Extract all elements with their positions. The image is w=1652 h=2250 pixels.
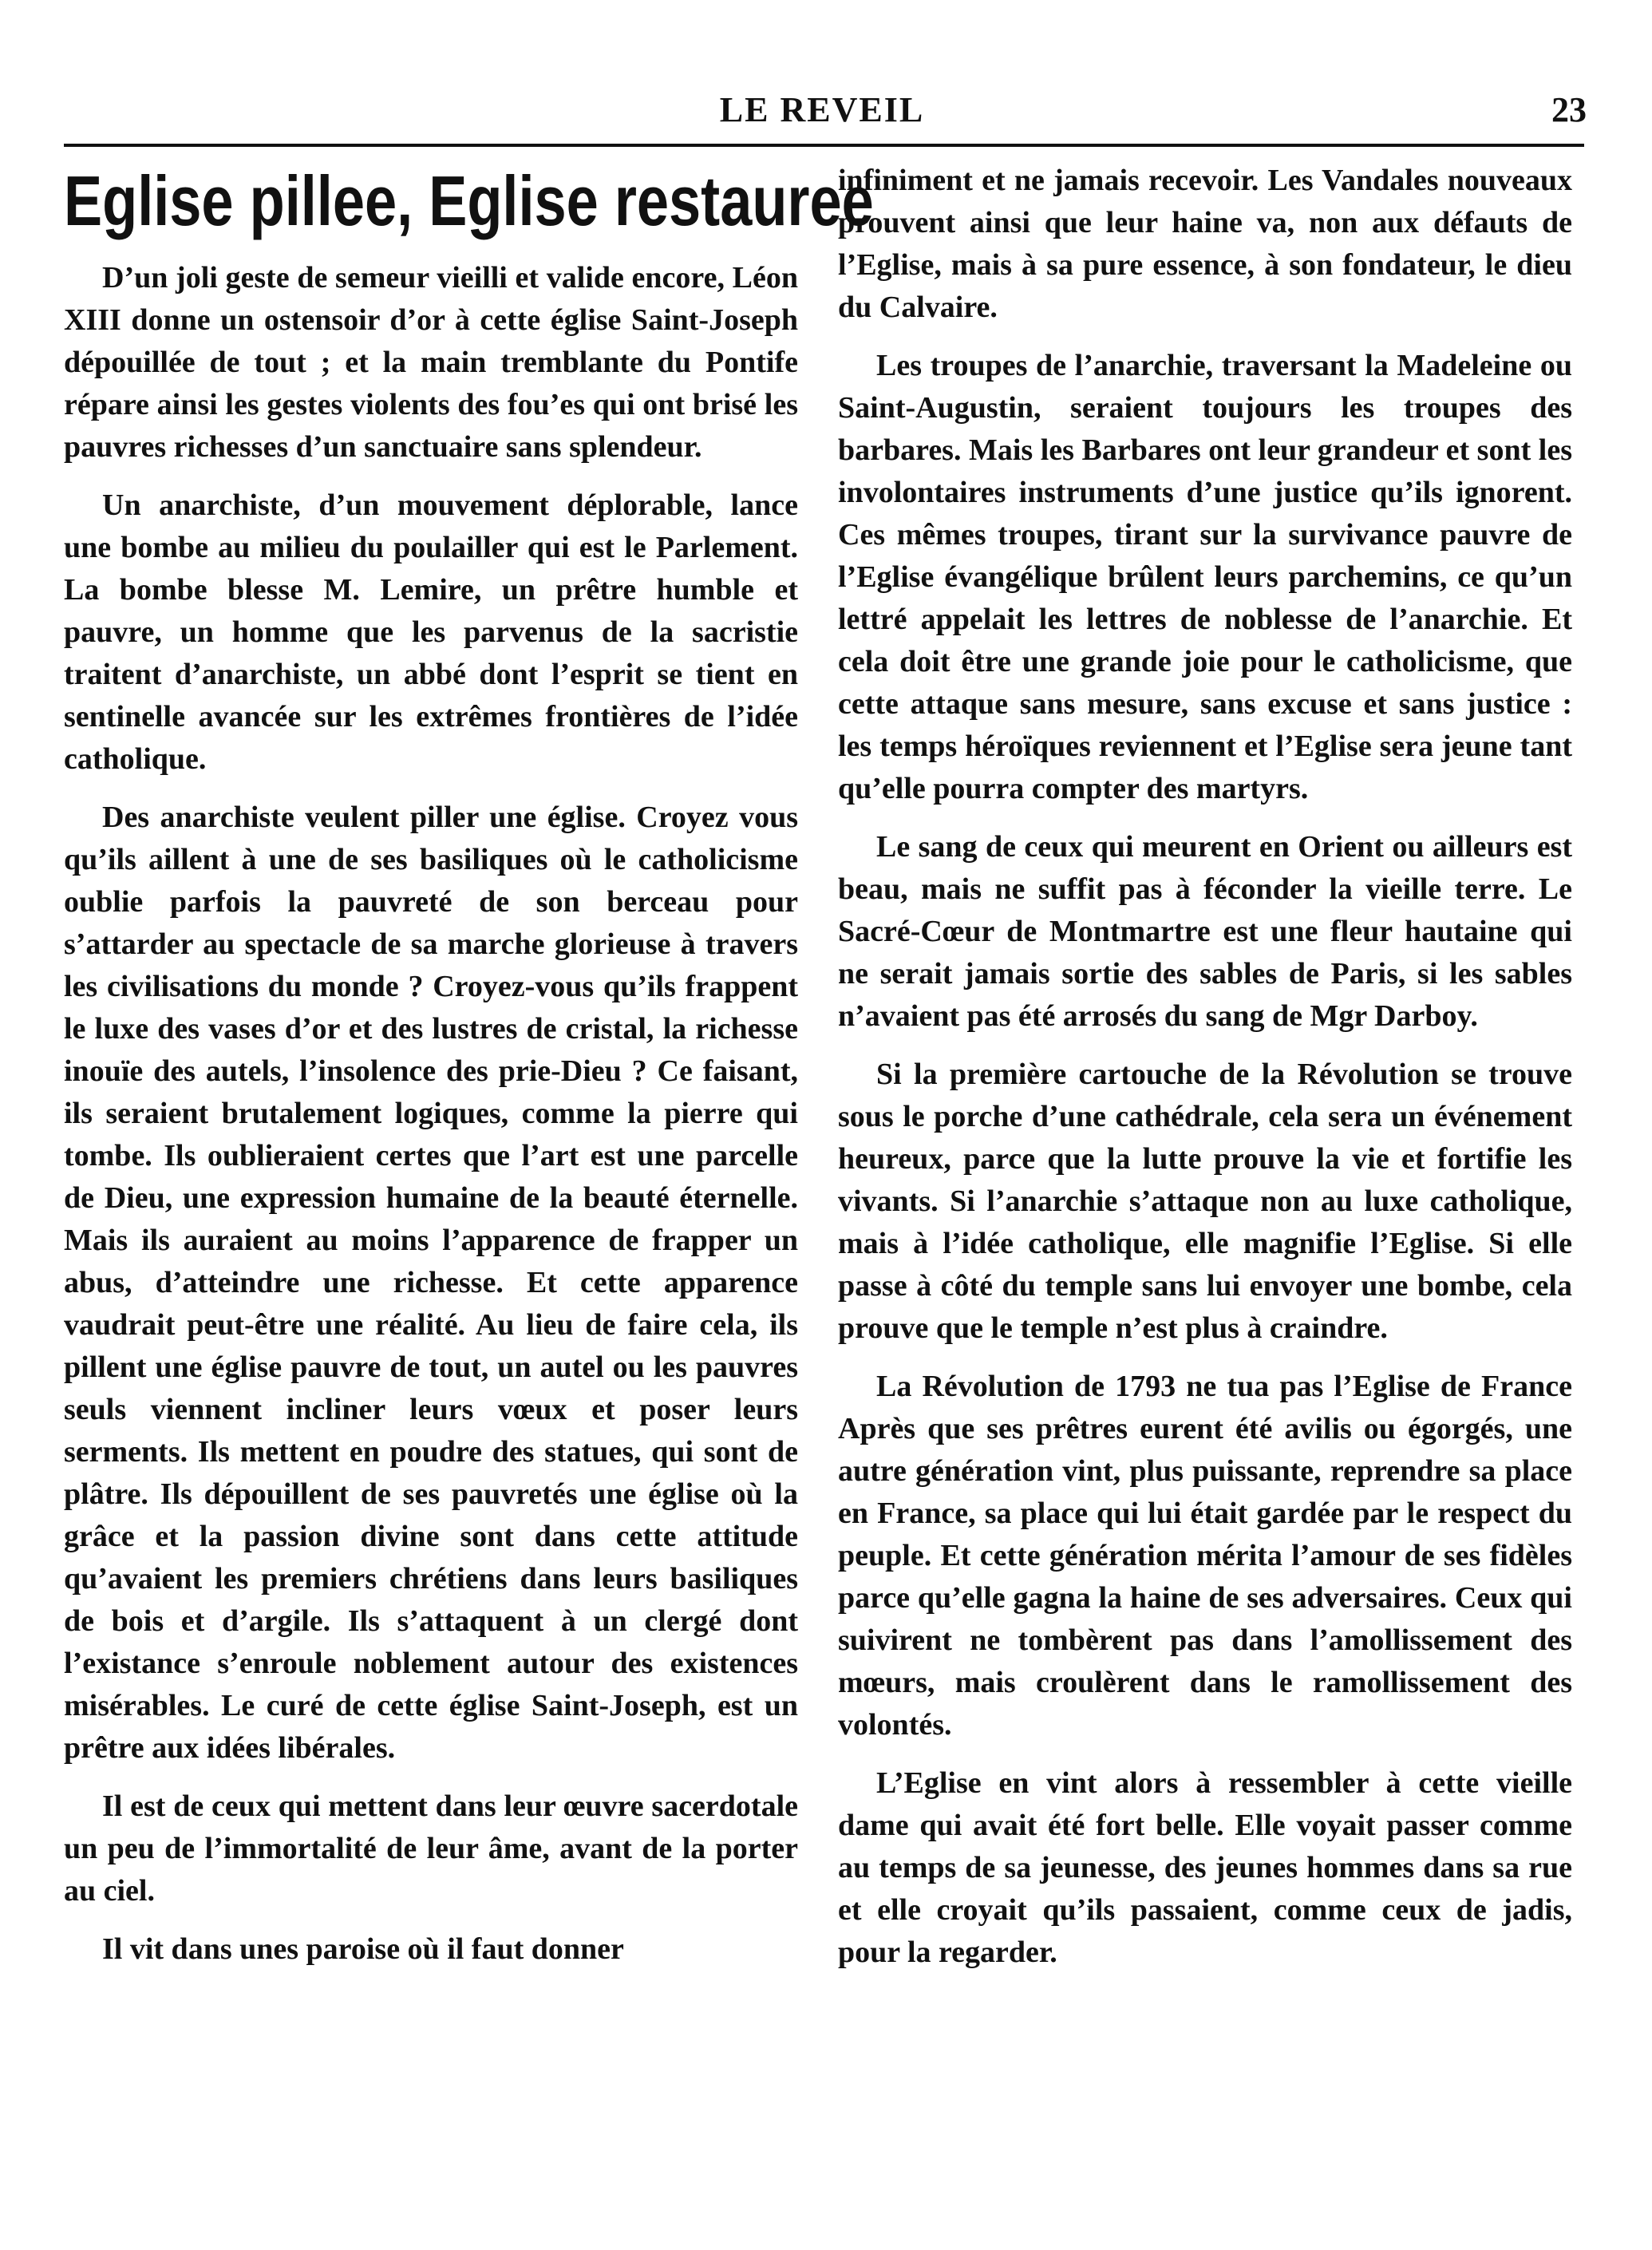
paragraph: Le sang de ceux qui meurent en Orient ou ailleurs est beau, mais ne suffit pas à féconder la vieille terre. Le Sacré-Cœur de Montmartre est une fleur hautaine qui ne serait jamais sortie des sables de Paris, si les sables n’avaient pas été arrosés du sang de Mgr Darboy. bbox=[838, 830, 1572, 1033]
paragraph: Les troupes de l’anarchie, traversant la Madeleine ou Saint-Augustin, seraient toujours les troupes des barbares. Mais les Barbares ont leur grandeur et sont les involontaires instruments d’une justice qu’ils ignorent. Ces mêmes troupes, tirant sur la survivance pauvre de l’Eglise évangélique brûlent leurs parchemins, ce qu’un lettré appelait les lettres de noblesse de l’anarchie. Et cela doit être une grande joie pour le catholicisme, que cette attaque sans mesure, sans excuse et sans justice : les temps héroïques reviennent et l’Eglise sera jeune tant qu’elle pourra compter des martyrs. bbox=[838, 349, 1572, 805]
running-title: LE REVEIL bbox=[719, 90, 925, 129]
paragraph: D’un joli geste de semeur vieilli et valide encore, Léon XIII donne un ostensoir d’or à cette église Saint-Joseph dépouillée de tout ; et la main tremblante du Pontife répare ainsi les gestes violents des fou’es qui ont brisé les pauvres richesses d’un sanctuaire sans splendeur. bbox=[64, 261, 798, 464]
paragraph: Un anarchiste, d’un mouvement déplorable, lance une bombe au milieu du poulailler qui est le Parlement. La bombe blesse M. Lemire, un prêtre humble et pauvre, un homme que les parvenus de la sacristie traitent d’anarchiste, un abbé dont l’esprit se tient en sentinelle avancée sur les extrêmes frontières de l’idée catholique. bbox=[64, 488, 798, 776]
header-rule bbox=[64, 144, 1584, 147]
right-column bbox=[838, 160, 1572, 1990]
paragraph: Il vit dans unes paroise où il faut donner bbox=[102, 1932, 624, 1966]
left-column bbox=[64, 160, 874, 1987]
paragraph: Il est de ceux qui mettent dans leur œuvre sacerdotale un peu de l’immortalité de leur âme, avant de la porter au ciel. bbox=[64, 1789, 798, 1908]
article-title: Eglise pillee, Eglise restauree bbox=[64, 161, 874, 240]
page-number: 23 bbox=[1551, 90, 1587, 129]
paragraph: Des anarchiste veulent piller une église. Croyez vous qu’ils aillent à une de ses basiliques où le catholicisme oublie parfois la pauvreté de son berceau pour s’attarder au spectacle de sa marche glorieuse à travers les civilisations du monde ? Croyez-vous qu’ils frappent le luxe des vases d’or et des lustres de cristal, la richesse inouïe des autels, l’insolence des prie-Dieu ? Ce faisant, ils seraient brutalement logiques, comme la pierre qui tombe. Ils oublieraient certes que l’art est une parcelle de Dieu, une expression humaine de la beauté éternelle. Mais ils auraient au moins l’apparence de frapper un abus, d’atteindre une richesse. Et cette apparence vaudrait peut-être une réalité. Au lieu de faire cela, ils pillent une église pauvre de tout, un autel ou les pauvres seuls viennent incliner leurs vœux et poser leurs serments. Ils mettent en poudre des statues, qui sont de plâtre. Ils dépouillent de ses pauvretés une église où la grâce et la passion divine sont dans cette attitude qu’avaient les premiers chrétiens dans leurs basiliques de bois et d’argile. Ils s’attaquent à un clergé dont l’existance s’enroule noblement autour des existences misérables. Le curé de cette église Saint-Joseph, est un prêtre aux idées libérales. bbox=[64, 801, 798, 1765]
paragraph: Si la première cartouche de la Révolution se trouve sous le porche d’une cathédrale, cela sera un événement heureux, parce que la lutte prouve la vie et fortifie les vivants. Si l’anarchie s’attaque non au luxe catholique, mais à l’idée catholique, elle magnifie l’Eglise. Si elle passe à côté du temple sans lui envoyer une bombe, cela prouve que le temple n’est plus à craindre. bbox=[838, 1058, 1572, 1345]
paragraph: L’Eglise en vint alors à ressembler à cette vieille dame qui avait été fort belle. Elle voyait passer comme au temps de sa jeunesse, des jeunes hommes dans sa rue et elle croyait qu’ils passaient, comme ceux de jadis, pour la regarder. bbox=[838, 1766, 1572, 1969]
paragraph: infiniment et ne jamais recevoir. Les Vandales nouveaux prouvent ainsi que leur haine va, non aux défauts de l’Eglise, mais à sa pure essence, à son fondateur, le dieu du Calvaire. bbox=[838, 164, 1572, 324]
paragraph: La Révolution de 1793 ne tua pas l’Eglise de France Après que ses prêtres eurent été avilis ou égorgés, une autre génération vint, plus puissante, reprendre sa place en France, sa place qui lui était gardée par le respect du peuple. Et cette génération mérita l’amour de ses fidèles parce qu’elle gagna la haine de ses adversaires. Ceux qui suivirent ne tombèrent pas dans l’amollissement des mœurs, mais croulèrent dans le ramollissement des volontés. bbox=[838, 1370, 1572, 1742]
running-header bbox=[64, 89, 1587, 137]
